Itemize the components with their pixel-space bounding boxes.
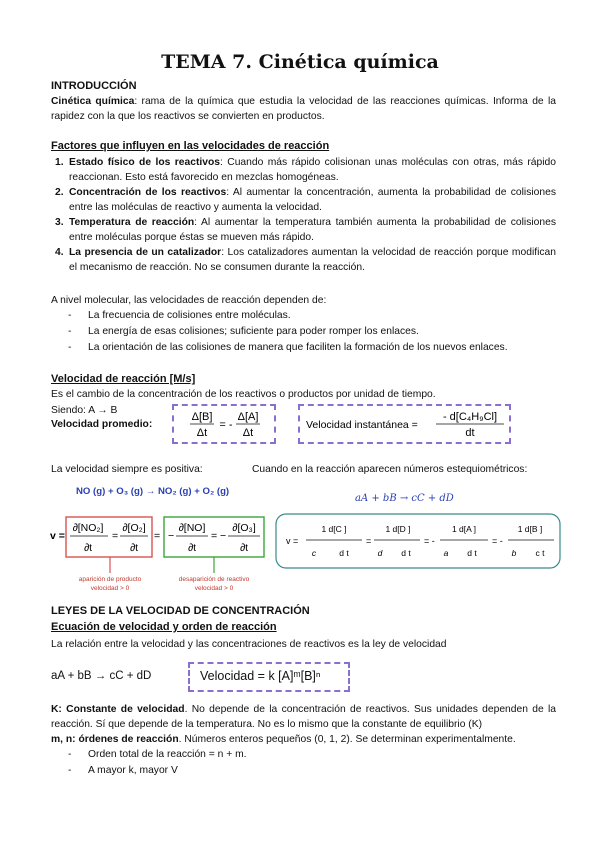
- disappear-velocity: velocidad > 0: [194, 585, 234, 592]
- gen-a-num: 1 d[A ]: [451, 524, 477, 534]
- gen-a-den2: d t: [467, 548, 477, 558]
- promedio-formula: [174, 406, 274, 442]
- promedio-den-1: Δt: [196, 427, 208, 439]
- mn-term: m, n: órdenes de reacción: [51, 734, 179, 745]
- intro-heading: INTRODUCCIÓN: [51, 80, 137, 92]
- page-title: TEMA 7. Cinética química: [161, 51, 439, 73]
- laws-subheading: Ecuación de velocidad y orden de reacción: [51, 621, 277, 633]
- gen-b-num: 1 d[B ]: [517, 524, 543, 534]
- gen-a-den1: a: [443, 548, 449, 558]
- general-formula-box: [276, 514, 560, 568]
- gen-v-label: v =: [286, 536, 299, 546]
- molecular-intro: A nivel molecular, las velocidades de reacción dependen de:: [51, 295, 327, 306]
- promedio-den-2: Δt: [242, 427, 254, 439]
- equals-sign: =: [154, 530, 161, 542]
- positive-note: La velocidad siempre es positiva:: [51, 464, 203, 475]
- equals-minus: = -: [424, 536, 435, 546]
- velocity-definition: Es el cambio de la concentración de los reactivos o productos por unidad de tiempo.: [51, 389, 436, 400]
- v-term-o2-num: ∂[O₂]: [122, 522, 146, 534]
- list-item: 2. Concentración de los reactivos: Al aumentar la concentración, aumenta la probabilidad de colisiones entre las moléculas de reactivo y aumenta la velocidad.: [55, 187, 556, 213]
- intro-paragraph: Cinética química: rama de la química que estudia la velocidad de las reacciones químicas. Informa de la rapidez con la que los reactivos se convierten en productos.: [51, 96, 556, 122]
- gen-b-den2: c t: [535, 548, 545, 558]
- factors-list: [51, 155, 556, 275]
- rate-law: Velocidad = k [A]ᵐ[B]ⁿ: [200, 669, 321, 683]
- promedio-formula-box: [172, 404, 276, 444]
- gen-d-num: 1 d[D ]: [385, 524, 411, 534]
- stoich-note: Cuando en la reacción aparecen números estequiométricos:: [252, 464, 528, 475]
- v-term-no-num: ∂[NO]: [178, 522, 206, 534]
- promedio-eq: = -: [219, 419, 233, 431]
- velocity-promedio-label: Velocidad promedio:: [51, 419, 153, 430]
- v-term-no-den: ∂t: [187, 542, 197, 554]
- gen-c-num: 1 d[C ]: [321, 524, 347, 534]
- list-item: - A mayor k, mayor V: [68, 763, 558, 779]
- molecular-list: [68, 308, 558, 356]
- list-item: 3. Temperatura de reacción: Al aumentar la temperatura también aumenta la probabilidad de colisiones entre moléculas porque éstas se mueven más rápido.: [55, 217, 556, 243]
- general-reaction: aA + bB → cC + dD: [355, 493, 454, 504]
- list-item: - Orden total de la reacción = n + m.: [68, 747, 558, 763]
- k-paragraph: K: Constante de velocidad. No depende de la concentración de reactivos. Sus unidades dependen de la reacción. Sí que depende de la temperatura. No es lo mismo que la constante de equilibrio (K): [51, 704, 556, 730]
- appear-velocity: velocidad > 0: [90, 585, 130, 592]
- gen-d-den1: d: [377, 548, 383, 558]
- v-term-no2-den: ∂t: [83, 542, 93, 554]
- laws-relation: La relación entre la velocidad y las concentraciones de reactivos es la ley de velocidad: [51, 639, 447, 650]
- equals-sign: =: [366, 536, 372, 546]
- list-item: 1. Estado físico de los reactivos: Cuando más rápido colisionan unas moléculas con otras, más rápido reaccionan. Esto está favorecido en mezclas homogéneas.: [55, 157, 556, 183]
- gen-c-den1: c: [311, 548, 317, 558]
- example-reaction: NO (g) + O₃ (g) → NO₂ (g) + O₂ (g): [76, 486, 230, 497]
- instantanea-num: - d[C₄H₉Cl]: [442, 411, 498, 423]
- laws-heading: LEYES DE LA VELOCIDAD DE CONCENTRACIÓN: [51, 605, 310, 617]
- list-item: 4. La presencia de un catalizador: Los catalizadores aumentan la velocidad de reacción porque modifican el mecanismo de reacción. No se consumen durante la reacción.: [55, 247, 556, 273]
- instantanea-formula: [300, 406, 509, 442]
- instantanea-formula-box: [298, 404, 511, 444]
- promedio-num-a: Δ[A]: [237, 411, 259, 423]
- instantanea-label: Velocidad instantánea =: [306, 419, 418, 431]
- v-label: v =: [50, 530, 65, 542]
- intro-term: Cinética química: [51, 96, 135, 107]
- list-item: - La orientación de las colisiones de manera que faciliten la formación de los nuevos enlaces.: [68, 340, 558, 356]
- minus-sign: −: [168, 530, 175, 542]
- v-term-o3-den: ∂t: [239, 542, 249, 554]
- k-term: K: Constante de velocidad: [51, 704, 185, 715]
- velocity-siendo: Siendo: A → B: [51, 405, 118, 416]
- factors-heading: Factores que influyen en las velocidades de reacción: [51, 140, 330, 152]
- mn-paragraph: m, n: órdenes de reacción. Números enteros pequeños (0, 1, 2). Se determinan experimentalmente.: [51, 734, 516, 745]
- rate-law-box: [188, 662, 350, 692]
- promedio-num-b: Δ[B]: [191, 411, 213, 423]
- laws-list: [68, 747, 558, 779]
- instantanea-den: dt: [465, 427, 475, 439]
- v-term-no2-num: ∂[NO₂]: [72, 522, 104, 534]
- appear-label: aparición de producto: [78, 576, 142, 583]
- disappear-label: desaparición de reactivo: [178, 576, 250, 583]
- v-term-o3-num: ∂[O₃]: [232, 522, 256, 534]
- v-term-o2-den: ∂t: [129, 542, 139, 554]
- equals-minus: = −: [211, 530, 227, 542]
- gen-c-den2: d t: [339, 548, 349, 558]
- v-formula: [48, 513, 270, 599]
- laws-reaction: aA + bB → cC + dD: [51, 670, 152, 682]
- equals-minus: = -: [492, 536, 503, 546]
- equals-sign: =: [112, 530, 119, 542]
- general-formula: [274, 512, 564, 572]
- list-item: - La frecuencia de colisiones entre moléculas.: [68, 308, 558, 324]
- list-item: - La energía de esas colisiones; suficiente para poder romper los enlaces.: [68, 324, 558, 340]
- gen-d-den2: d t: [401, 548, 411, 558]
- velocity-heading: Velocidad de reacción [M/s]: [51, 373, 196, 385]
- gen-b-den1: b: [511, 548, 517, 558]
